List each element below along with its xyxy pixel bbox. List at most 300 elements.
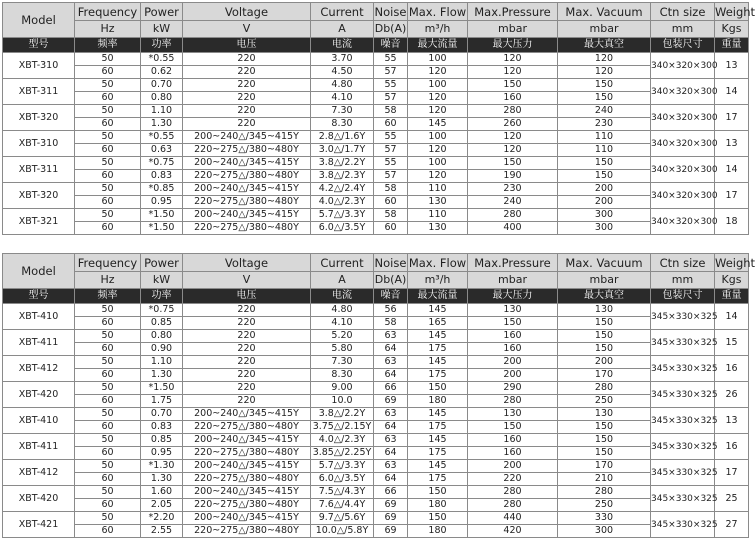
ctn-size-cell: 345×330×325 xyxy=(651,512,715,538)
max-flow-cell: 175 xyxy=(408,421,468,434)
ctn-size-cell: 340×320×300 xyxy=(651,53,715,79)
max-vacuum-cell: 230 xyxy=(558,118,651,131)
unit-current: A xyxy=(311,21,374,38)
max-flow-cell: 120 xyxy=(408,92,468,105)
unit-max-vacuum: mbar xyxy=(558,272,651,289)
max-pressure-cell: 120 xyxy=(468,53,558,66)
current-cell: 3.85△/2.25Y xyxy=(311,447,374,460)
max-pressure-cell: 280 xyxy=(468,486,558,499)
current-cell: 8.30 xyxy=(311,118,374,131)
voltage-cell: 220 xyxy=(183,118,311,131)
noise-cell: 60 xyxy=(374,222,408,235)
max-flow-cell: 100 xyxy=(408,79,468,92)
voltage-cell: 200~240△/345~415Y xyxy=(183,183,311,196)
header-cn-power: 功率 xyxy=(141,38,183,53)
max-vacuum-cell: 110 xyxy=(558,144,651,157)
noise-cell: 55 xyxy=(374,79,408,92)
weight-cell: 16 xyxy=(715,434,749,460)
table-row xyxy=(3,209,749,222)
power-cell: *1.50 xyxy=(141,222,183,235)
header-row-units xyxy=(3,272,749,289)
max-vacuum-cell: 120 xyxy=(558,53,651,66)
header-cn-voltage: 电压 xyxy=(183,289,311,304)
power-cell: *2.20 xyxy=(141,512,183,525)
max-flow-cell: 175 xyxy=(408,369,468,382)
header-cn-frequency: 频率 xyxy=(75,289,141,304)
current-cell: 7.30 xyxy=(311,356,374,369)
max-flow-cell: 145 xyxy=(408,118,468,131)
header-voltage: Voltage xyxy=(183,3,311,21)
noise-cell: 56 xyxy=(374,304,408,317)
ctn-size-cell: 340×320×300 xyxy=(651,209,715,235)
unit-frequency: Hz xyxy=(75,21,141,38)
frequency-cell: 50 xyxy=(75,512,141,525)
max-pressure-cell: 150 xyxy=(468,421,558,434)
current-cell: 6.0△/3.5Y xyxy=(311,222,374,235)
max-pressure-cell: 160 xyxy=(468,434,558,447)
header-row-chinese xyxy=(3,289,749,304)
max-pressure-cell: 240 xyxy=(468,196,558,209)
max-vacuum-cell: 210 xyxy=(558,473,651,486)
max-vacuum-cell: 150 xyxy=(558,170,651,183)
power-cell: *1.50 xyxy=(141,382,183,395)
max-vacuum-cell: 150 xyxy=(558,343,651,356)
noise-cell: 58 xyxy=(374,105,408,118)
max-pressure-cell: 150 xyxy=(468,317,558,330)
max-vacuum-cell: 300 xyxy=(558,222,651,235)
header-cn-current: 电流 xyxy=(311,38,374,53)
frequency-cell: 50 xyxy=(75,382,141,395)
power-cell: 1.10 xyxy=(141,356,183,369)
current-cell: 4.80 xyxy=(311,304,374,317)
current-cell: 4.80 xyxy=(311,79,374,92)
header-max-flow: Max. Flow xyxy=(408,255,467,270)
frequency-cell: 60 xyxy=(75,196,141,209)
max-flow-cell: 180 xyxy=(408,395,468,408)
spec-table-3-series xyxy=(2,2,755,235)
voltage-cell: 220 xyxy=(183,317,311,330)
current-cell: 3.8△/2.2Y xyxy=(311,408,374,421)
power-cell: 0.85 xyxy=(141,317,183,330)
max-vacuum-cell: 150 xyxy=(558,92,651,105)
header-max-flow: Max. Flow xyxy=(408,4,467,19)
frequency-cell: 60 xyxy=(75,343,141,356)
frequency-cell: 60 xyxy=(75,525,141,538)
max-pressure-cell: 280 xyxy=(468,395,558,408)
header-noise: Noise xyxy=(374,255,407,270)
power-cell: *1.30 xyxy=(141,460,183,473)
model-cell: XBT-420 xyxy=(3,382,75,408)
max-pressure-cell: 230 xyxy=(468,183,558,196)
noise-cell: 55 xyxy=(374,157,408,170)
current-cell: 4.2△/2.4Y xyxy=(311,183,374,196)
weight-cell: 14 xyxy=(715,157,749,183)
voltage-cell: 200~240△/345~415Y xyxy=(183,486,311,499)
max-vacuum-cell: 150 xyxy=(558,79,651,92)
voltage-cell: 220 xyxy=(183,304,311,317)
voltage-cell: 200~240△/345~415Y xyxy=(183,209,311,222)
ctn-size-cell: 340×320×300 xyxy=(651,131,715,157)
header-row-english xyxy=(3,3,749,21)
noise-cell: 64 xyxy=(374,369,408,382)
current-cell: 2.8△/1.6Y xyxy=(311,131,374,144)
table-row xyxy=(3,343,749,356)
unit-power: kW xyxy=(141,21,183,38)
voltage-cell: 220 xyxy=(183,66,311,79)
frequency-cell: 50 xyxy=(75,460,141,473)
max-pressure-cell: 120 xyxy=(468,144,558,157)
max-pressure-cell: 190 xyxy=(468,170,558,183)
voltage-cell: 200~240△/345~415Y xyxy=(183,434,311,447)
noise-cell: 60 xyxy=(374,196,408,209)
noise-cell: 63 xyxy=(374,460,408,473)
frequency-cell: 60 xyxy=(75,473,141,486)
header-current: Current xyxy=(311,3,374,21)
noise-cell: 69 xyxy=(374,512,408,525)
noise-cell: 69 xyxy=(374,395,408,408)
unit-max-flow: m³/h xyxy=(408,272,468,289)
table-row xyxy=(3,473,749,486)
voltage-cell: 200~240△/345~415Y xyxy=(183,157,311,170)
current-cell: 6.0△/3.5Y xyxy=(311,473,374,486)
frequency-cell: 50 xyxy=(75,434,141,447)
table-row xyxy=(3,317,749,330)
noise-cell: 55 xyxy=(374,131,408,144)
header-cn-max-vacuum: 最大真空 xyxy=(558,289,651,304)
ctn-size-cell: 345×330×325 xyxy=(651,434,715,460)
unit-voltage: V xyxy=(183,21,311,38)
header-cn-weight: 重量 xyxy=(715,38,749,53)
power-cell: 0.83 xyxy=(141,170,183,183)
max-pressure-cell: 160 xyxy=(468,92,558,105)
frequency-cell: 60 xyxy=(75,222,141,235)
max-pressure-cell: 160 xyxy=(468,330,558,343)
current-cell: 4.0△/2.3Y xyxy=(311,434,374,447)
max-flow-cell: 175 xyxy=(408,343,468,356)
voltage-cell: 220 xyxy=(183,395,311,408)
table-row xyxy=(3,131,749,144)
weight-cell: 17 xyxy=(715,183,749,209)
weight-cell: 14 xyxy=(715,79,749,105)
header-cn-max-flow: 最大流量 xyxy=(408,38,468,53)
table-row xyxy=(3,434,749,447)
voltage-cell: 220 xyxy=(183,79,311,92)
max-pressure-cell: 150 xyxy=(468,157,558,170)
power-cell: *1.50 xyxy=(141,209,183,222)
max-pressure-cell: 290 xyxy=(468,382,558,395)
frequency-cell: 50 xyxy=(75,304,141,317)
current-cell: 3.75△/2.15Y xyxy=(311,421,374,434)
max-pressure-cell: 150 xyxy=(468,79,558,92)
noise-cell: 58 xyxy=(374,209,408,222)
header-power: Power xyxy=(141,3,183,21)
table-row xyxy=(3,105,749,118)
max-flow-cell: 145 xyxy=(408,330,468,343)
max-flow-cell: 120 xyxy=(408,144,468,157)
max-vacuum-cell: 150 xyxy=(558,421,651,434)
current-cell: 5.7△/3.3Y xyxy=(311,209,374,222)
header-noise: Noise xyxy=(374,4,407,19)
voltage-cell: 220 xyxy=(183,330,311,343)
noise-cell: 55 xyxy=(374,53,408,66)
weight-cell: 25 xyxy=(715,486,749,512)
ctn-size-cell: 345×330×325 xyxy=(651,356,715,382)
header-max-pressure: Max.Pressure xyxy=(468,254,558,272)
table-row xyxy=(3,525,749,538)
current-cell: 4.10 xyxy=(311,92,374,105)
noise-cell: 57 xyxy=(374,92,408,105)
max-pressure-cell: 260 xyxy=(468,118,558,131)
table-row xyxy=(3,183,749,196)
current-cell: 10.0 xyxy=(311,395,374,408)
power-cell: 0.80 xyxy=(141,330,183,343)
max-pressure-cell: 120 xyxy=(468,66,558,79)
max-vacuum-cell: 110 xyxy=(558,131,651,144)
max-pressure-cell: 130 xyxy=(468,408,558,421)
header-voltage: Voltage xyxy=(183,254,311,272)
voltage-cell: 220 xyxy=(183,369,311,382)
header-cn-voltage: 电压 xyxy=(183,38,311,53)
power-cell: 0.95 xyxy=(141,196,183,209)
model-cell: XBT-311 xyxy=(3,79,75,105)
max-flow-cell: 110 xyxy=(408,209,468,222)
header-max-vacuum: Max. Vacuum xyxy=(558,3,651,21)
header-cn-model: 型号 xyxy=(3,289,75,304)
model-cell: XBT-410 xyxy=(3,304,75,330)
max-flow-cell: 120 xyxy=(408,105,468,118)
frequency-cell: 50 xyxy=(75,131,141,144)
current-cell: 9.7△/5.6Y xyxy=(311,512,374,525)
table-row xyxy=(3,460,749,473)
ctn-size-cell: 345×330×325 xyxy=(651,460,715,486)
max-flow-cell: 110 xyxy=(408,183,468,196)
max-pressure-cell: 440 xyxy=(468,512,558,525)
frequency-cell: 60 xyxy=(75,421,141,434)
current-cell: 10.0△/5.8Y xyxy=(311,525,374,538)
header-model: Model xyxy=(3,254,75,289)
header-cn-model: 型号 xyxy=(3,38,75,53)
power-cell: 0.90 xyxy=(141,343,183,356)
weight-cell: 13 xyxy=(715,408,749,434)
weight-cell: 17 xyxy=(715,105,749,131)
power-cell: 1.30 xyxy=(141,369,183,382)
ctn-size-cell: 340×320×300 xyxy=(651,157,715,183)
ctn-size-cell: 345×330×325 xyxy=(651,486,715,512)
noise-cell: 69 xyxy=(374,499,408,512)
weight-cell: 26 xyxy=(715,382,749,408)
header-cn-noise: 噪音 xyxy=(374,289,408,304)
ctn-size-cell: 345×330×325 xyxy=(651,330,715,356)
model-cell: XBT-421 xyxy=(3,512,75,538)
frequency-cell: 50 xyxy=(75,105,141,118)
max-pressure-cell: 280 xyxy=(468,209,558,222)
table-row xyxy=(3,157,749,170)
frequency-cell: 60 xyxy=(75,369,141,382)
max-vacuum-cell: 120 xyxy=(558,66,651,79)
voltage-cell: 220 xyxy=(183,356,311,369)
voltage-cell: 220~275△/380~480Y xyxy=(183,144,311,157)
noise-cell: 69 xyxy=(374,525,408,538)
current-cell: 4.50 xyxy=(311,66,374,79)
header-max-vacuum: Max. Vacuum xyxy=(558,254,651,272)
max-flow-cell: 175 xyxy=(408,447,468,460)
voltage-cell: 220~275△/380~480Y xyxy=(183,525,311,538)
max-vacuum-cell: 280 xyxy=(558,486,651,499)
max-pressure-cell: 200 xyxy=(468,369,558,382)
model-cell: XBT-321 xyxy=(3,209,75,235)
max-flow-cell: 175 xyxy=(408,473,468,486)
max-flow-cell: 150 xyxy=(408,512,468,525)
current-cell: 5.7△/3.3Y xyxy=(311,460,374,473)
unit-noise: Db(A) xyxy=(374,21,408,38)
max-vacuum-cell: 250 xyxy=(558,395,651,408)
frequency-cell: 60 xyxy=(75,317,141,330)
max-pressure-cell: 400 xyxy=(468,222,558,235)
table-row xyxy=(3,79,749,92)
max-pressure-cell: 160 xyxy=(468,343,558,356)
unit-weight: Kgs xyxy=(715,21,749,38)
max-pressure-cell: 130 xyxy=(468,304,558,317)
model-cell: XBT-411 xyxy=(3,330,75,356)
frequency-cell: 50 xyxy=(75,356,141,369)
unit-max-flow: m³/h xyxy=(408,21,468,38)
frequency-cell: 50 xyxy=(75,183,141,196)
noise-cell: 63 xyxy=(374,356,408,369)
noise-cell: 63 xyxy=(374,434,408,447)
model-cell: XBT-320 xyxy=(3,105,75,131)
table-row xyxy=(3,486,749,499)
power-cell: *0.85 xyxy=(141,183,183,196)
max-flow-cell: 180 xyxy=(408,525,468,538)
max-flow-cell: 130 xyxy=(408,196,468,209)
weight-cell: 27 xyxy=(715,512,749,538)
max-flow-cell: 145 xyxy=(408,304,468,317)
unit-noise: Db(A) xyxy=(374,272,408,289)
table-row xyxy=(3,222,749,235)
voltage-cell: 220 xyxy=(183,92,311,105)
voltage-cell: 200~240△/345~415Y xyxy=(183,460,311,473)
model-cell: XBT-412 xyxy=(3,460,75,486)
ctn-size-cell: 340×320×300 xyxy=(651,79,715,105)
current-cell: 3.0△/1.7Y xyxy=(311,144,374,157)
table-row xyxy=(3,118,749,131)
current-cell: 7.30 xyxy=(311,105,374,118)
max-vacuum-cell: 200 xyxy=(558,356,651,369)
max-vacuum-cell: 150 xyxy=(558,447,651,460)
current-cell: 7.6△/4.4Y xyxy=(311,499,374,512)
max-pressure-cell: 120 xyxy=(468,131,558,144)
max-vacuum-cell: 130 xyxy=(558,408,651,421)
table-row xyxy=(3,395,749,408)
frequency-cell: 60 xyxy=(75,66,141,79)
max-pressure-cell: 220 xyxy=(468,473,558,486)
noise-cell: 57 xyxy=(374,66,408,79)
current-cell: 3.8△/2.3Y xyxy=(311,170,374,183)
power-cell: 0.95 xyxy=(141,447,183,460)
voltage-cell: 220~275△/380~480Y xyxy=(183,421,311,434)
frequency-cell: 50 xyxy=(75,209,141,222)
model-cell: XBT-412 xyxy=(3,356,75,382)
max-pressure-cell: 280 xyxy=(468,105,558,118)
current-cell: 3.70 xyxy=(311,53,374,66)
power-cell: 1.10 xyxy=(141,105,183,118)
frequency-cell: 60 xyxy=(75,92,141,105)
noise-cell: 66 xyxy=(374,486,408,499)
frequency-cell: 60 xyxy=(75,395,141,408)
max-flow-cell: 145 xyxy=(408,434,468,447)
frequency-cell: 60 xyxy=(75,447,141,460)
current-cell: 5.20 xyxy=(311,330,374,343)
current-cell: 7.5△/4.3Y xyxy=(311,486,374,499)
current-cell: 4.0△/2.3Y xyxy=(311,196,374,209)
frequency-cell: 60 xyxy=(75,144,141,157)
header-cn-power: 功率 xyxy=(141,289,183,304)
frequency-cell: 60 xyxy=(75,170,141,183)
model-cell: XBT-410 xyxy=(3,408,75,434)
max-vacuum-cell: 250 xyxy=(558,499,651,512)
voltage-cell: 200~240△/345~415Y xyxy=(183,408,311,421)
current-cell: 8.30 xyxy=(311,369,374,382)
frequency-cell: 60 xyxy=(75,499,141,512)
max-vacuum-cell: 170 xyxy=(558,460,651,473)
max-vacuum-cell: 150 xyxy=(558,157,651,170)
current-cell: 4.10 xyxy=(311,317,374,330)
table-row xyxy=(3,421,749,434)
header-power: Power xyxy=(141,254,183,272)
table-row xyxy=(3,512,749,525)
power-cell: 0.70 xyxy=(141,408,183,421)
table-row xyxy=(3,144,749,157)
voltage-cell: 220~275△/380~480Y xyxy=(183,473,311,486)
power-cell: *0.75 xyxy=(141,304,183,317)
power-cell: 1.60 xyxy=(141,486,183,499)
model-cell: XBT-411 xyxy=(3,434,75,460)
max-flow-cell: 145 xyxy=(408,356,468,369)
frequency-cell: 60 xyxy=(75,118,141,131)
noise-cell: 64 xyxy=(374,343,408,356)
model-cell: XBT-310 xyxy=(3,131,75,157)
frequency-cell: 50 xyxy=(75,53,141,66)
table-row xyxy=(3,330,749,343)
unit-ctn-size: mm xyxy=(651,21,715,38)
power-cell: 0.63 xyxy=(141,144,183,157)
max-flow-cell: 120 xyxy=(408,66,468,79)
header-max-pressure: Max.Pressure xyxy=(468,3,558,21)
model-cell: XBT-320 xyxy=(3,183,75,209)
max-vacuum-cell: 150 xyxy=(558,330,651,343)
weight-cell: 13 xyxy=(715,53,749,79)
voltage-cell: 200~240△/345~415Y xyxy=(183,512,311,525)
table-row xyxy=(3,53,749,66)
header-cn-max-pressure: 最大压力 xyxy=(468,289,558,304)
noise-cell: 58 xyxy=(374,183,408,196)
power-cell: 1.75 xyxy=(141,395,183,408)
max-flow-cell: 145 xyxy=(408,408,468,421)
noise-cell: 63 xyxy=(374,330,408,343)
frequency-cell: 50 xyxy=(75,79,141,92)
max-vacuum-cell: 200 xyxy=(558,196,651,209)
table-row xyxy=(3,499,749,512)
header-row-english xyxy=(3,254,749,272)
max-pressure-cell: 200 xyxy=(468,356,558,369)
noise-cell: 64 xyxy=(374,421,408,434)
weight-cell: 18 xyxy=(715,209,749,235)
voltage-cell: 220~275△/380~480Y xyxy=(183,170,311,183)
max-flow-cell: 120 xyxy=(408,170,468,183)
header-cn-noise: 噪音 xyxy=(374,38,408,53)
voltage-cell: 220 xyxy=(183,382,311,395)
current-cell: 3.8△/2.2Y xyxy=(311,157,374,170)
